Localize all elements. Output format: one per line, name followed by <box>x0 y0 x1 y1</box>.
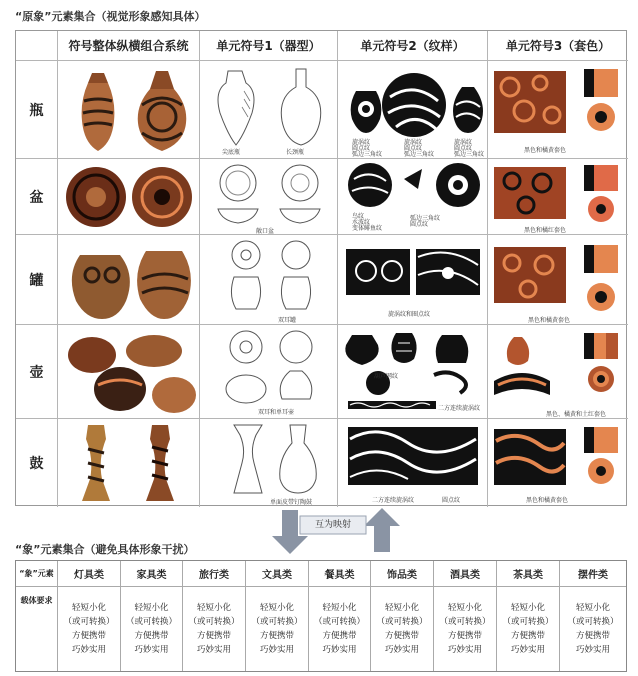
bottle-pottery-image <box>58 61 200 159</box>
drum-pottery-image <box>58 419 200 507</box>
req-line: 巧妙实用 <box>71 645 106 655</box>
drum-color-cap: 黑色和橘黄套色 <box>526 497 569 504</box>
bottle-pattern-cap-6: 弧边三角纹 <box>404 151 435 158</box>
row-label-requirements: 载体要求 <box>16 587 58 671</box>
req-line: （或可转换） <box>188 617 240 627</box>
jar-shapes <box>200 235 338 325</box>
req-line: 方便携带 <box>196 631 231 641</box>
req-cell-accessory <box>371 587 434 671</box>
pot-shapes <box>200 325 338 419</box>
req-line: （或可转换） <box>502 617 554 627</box>
basin-shape-cap: 敞口盆 <box>256 228 275 235</box>
req-line: 巧妙实用 <box>384 645 419 655</box>
req-line: 巧妙实用 <box>447 645 482 655</box>
req-cell-teaware <box>497 587 560 671</box>
element-matrix <box>15 30 627 506</box>
up-arrow-icon <box>364 508 400 552</box>
req-cell-lamp <box>58 587 121 671</box>
bottle-shape-cap-1: 尖底瓶 <box>222 149 241 156</box>
bottle-shapes <box>200 61 338 159</box>
jar-shape-cap: 双耳罐 <box>278 317 297 324</box>
basin-pattern-cap-2: 水波纹 <box>352 219 371 226</box>
row-label-drum: 鼓 <box>16 419 58 507</box>
req-cell-ornament <box>560 587 626 671</box>
category-lamp: 灯具类 <box>58 561 121 587</box>
bottle-photo <box>58 61 200 159</box>
category-ornament: 摆件类 <box>560 561 626 587</box>
row-label-jar: 罐 <box>16 235 58 325</box>
req-line: 轻短小化 <box>259 603 294 613</box>
req-line: 方便携带 <box>510 631 545 641</box>
mapping-label: 互为映射 <box>314 520 351 530</box>
basin-pottery-image <box>58 159 200 235</box>
basin-colors <box>488 159 628 235</box>
basin-pattern-cap-4: 弧边三角纹 <box>410 215 441 222</box>
req-line: 轻短小化 <box>196 603 231 613</box>
bottle-color-cap: 黑色和橘黄套色 <box>524 147 567 154</box>
category-accessory: 饰品类 <box>371 561 434 587</box>
row-label-bottle: 瓶 <box>16 61 58 159</box>
bottle-pattern-cap-2: 圆点纹 <box>352 145 371 152</box>
req-line: 轻短小化 <box>447 603 482 613</box>
basin-line-drawing <box>200 159 338 235</box>
matrix-corner <box>16 31 58 61</box>
basin-color-swatch <box>488 159 628 235</box>
category-wineware: 酒具类 <box>434 561 497 587</box>
req-line: （或可转换） <box>251 617 303 627</box>
drum-pattern-cap-2: 圆点纹 <box>442 497 461 504</box>
bottle-pattern-cap-1: 旋涡纹 <box>352 139 371 146</box>
basin-pattern-cap-3: 变体鲱鱼纹 <box>352 225 383 232</box>
pot-line-drawing <box>200 325 338 419</box>
pot-color-cap: 黑色、橘黄和土红套色 <box>546 411 607 418</box>
req-line: 方便携带 <box>384 631 419 641</box>
row-label-pot: 壶 <box>16 325 58 419</box>
pot-pottery-image <box>58 325 200 419</box>
drum-color-swatch <box>488 419 628 507</box>
req-cell-furniture <box>121 587 183 671</box>
drum-patterns <box>338 419 488 507</box>
req-cell-wineware <box>434 587 497 671</box>
jar-color-cap: 黑色和橘黄套色 <box>528 317 571 324</box>
top-section-title: “原象”元素集合（视觉形象感知具体） <box>15 10 206 23</box>
header-pattern: 单元符号2（纹样） <box>338 31 488 61</box>
pot-photo <box>58 325 200 419</box>
pot-pattern-cap-2: 二方连续旋涡纹 <box>438 405 481 412</box>
row-label-basin: 盆 <box>16 159 58 235</box>
bottle-pattern-cap-3: 弧边三角纹 <box>352 151 383 158</box>
bottle-patterns <box>338 61 488 159</box>
drum-photo <box>58 419 200 507</box>
req-line: 方便携带 <box>71 631 106 641</box>
category-travel: 旅行类 <box>183 561 246 587</box>
bottle-pattern-cap-8: 圆点纹 <box>454 145 473 152</box>
req-line: 方便携带 <box>447 631 482 641</box>
req-line: （或可转换） <box>376 617 428 627</box>
pot-pattern-cap-1: 葫芦网纹 <box>374 373 399 380</box>
basin-color-cap: 黑色和橘红套色 <box>524 227 567 234</box>
jar-pottery-image <box>58 235 200 325</box>
req-line: 巧妙实用 <box>134 645 169 655</box>
jar-colors <box>488 235 628 325</box>
bottle-pattern-cap-4: 旋涡纹 <box>404 139 423 146</box>
req-line: 巧妙实用 <box>322 645 357 655</box>
header-shape: 单元符号1（器型） <box>200 31 338 61</box>
pot-colors <box>488 325 628 419</box>
basin-photo <box>58 159 200 235</box>
basin-shapes <box>200 159 338 235</box>
req-cell-tableware <box>309 587 371 671</box>
req-line: （或可转换） <box>125 617 177 627</box>
table-corner-label: “象”元素 <box>16 561 58 587</box>
bottle-colors <box>488 61 628 159</box>
basin-patterns <box>338 159 488 235</box>
req-cell-stationery <box>246 587 309 671</box>
header-color: 单元符号3（套色） <box>488 31 628 61</box>
drum-pattern-image <box>338 419 488 507</box>
req-line: 方便携带 <box>322 631 357 641</box>
jar-color-swatch <box>488 235 628 325</box>
bottle-pattern-cap-7: 旋涡纹 <box>454 139 473 146</box>
bottle-line-drawing <box>200 61 338 159</box>
req-line: （或可转换） <box>63 617 115 627</box>
req-line: 轻短小化 <box>322 603 357 613</box>
bottle-pattern-cap-9: 弧边三角纹 <box>454 151 485 158</box>
req-line: 轻短小化 <box>510 603 545 613</box>
req-line: 方便携带 <box>575 631 610 641</box>
req-line: 巧妙实用 <box>259 645 294 655</box>
req-line: 轻短小化 <box>575 603 610 613</box>
req-line: 巧妙实用 <box>196 645 231 655</box>
category-tableware: 餐具类 <box>309 561 371 587</box>
pot-patterns <box>338 325 488 419</box>
jar-photo <box>58 235 200 325</box>
carrier-requirements-table <box>15 560 627 672</box>
jar-pattern-cap: 旋涡纹和圈点纹 <box>388 311 431 318</box>
basin-pattern-cap-5: 圆点纹 <box>410 221 429 228</box>
basin-pattern-cap-1: 鸟纹 <box>352 213 365 220</box>
bottle-pattern-cap-5: 圆点纹 <box>404 145 423 152</box>
req-line: （或可转换） <box>313 617 365 627</box>
req-line: （或可转换） <box>567 617 619 627</box>
bottom-section-title: “象”元素集合（避免具体形象干扰） <box>15 543 195 556</box>
drum-pattern-cap-1: 二方连续旋涡纹 <box>372 497 415 504</box>
req-line: 巧妙实用 <box>510 645 545 655</box>
header-whole-system: 符号整体纵横组合系统 <box>58 31 200 61</box>
category-furniture: 家具类 <box>121 561 183 587</box>
pot-shape-cap: 双耳和单耳壶 <box>258 409 295 416</box>
category-stationery: 文具类 <box>246 561 309 587</box>
drum-colors <box>488 419 628 507</box>
req-line: 方便携带 <box>259 631 294 641</box>
req-line: 轻短小化 <box>384 603 419 613</box>
req-line: 巧妙实用 <box>575 645 610 655</box>
pot-color-swatch <box>488 325 628 419</box>
req-line: 轻短小化 <box>134 603 169 613</box>
req-line: 轻短小化 <box>71 603 106 613</box>
req-line: 方便携带 <box>134 631 169 641</box>
jar-patterns <box>338 235 488 325</box>
drum-line-drawing <box>200 419 338 507</box>
category-teaware: 茶具类 <box>497 561 560 587</box>
drum-shapes <box>200 419 338 507</box>
drum-shape-cap: 单面皮带钉陶鼓 <box>270 499 313 506</box>
req-line: （或可转换） <box>439 617 491 627</box>
req-cell-travel <box>183 587 246 671</box>
bottle-shape-cap-2: 长颈瓶 <box>286 149 305 156</box>
jar-line-drawing <box>200 235 338 325</box>
